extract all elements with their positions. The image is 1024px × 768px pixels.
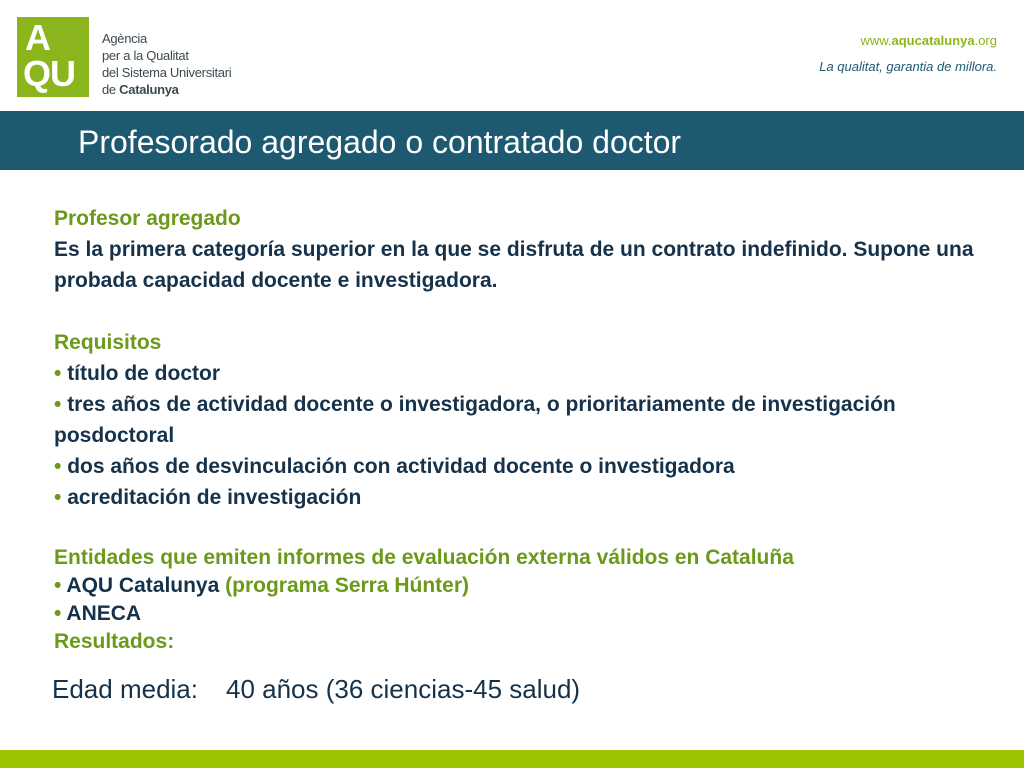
requirement-text: dos años de desvinculación con actividad docente o investigadora [67, 455, 735, 478]
organization-name [102, 30, 231, 98]
requirements-heading: Requisitos [54, 331, 162, 354]
requirement-item [54, 389, 994, 451]
bullet: • [54, 393, 68, 416]
requirement-text: acreditación de investigación [67, 486, 362, 509]
site-url-prefix: www. [860, 33, 892, 48]
logo-letter-a: A [25, 17, 51, 58]
requirement-text: tres años de actividad docente o investigadora, o prioritariamente de investigación posdoctoral [54, 393, 896, 447]
entity-name: AQU Catalunya [66, 574, 220, 597]
slide-content [54, 203, 994, 656]
site-url-domain: aqucatalunya [891, 33, 975, 48]
entity-item [54, 572, 994, 600]
entity-item [54, 600, 994, 628]
website-link[interactable] [860, 33, 997, 48]
bullet: • [54, 362, 68, 385]
org-name-line-4-bold: Catalunya [119, 82, 179, 97]
bullet: • [54, 574, 67, 597]
org-name-line-3: del Sistema Universitari [102, 65, 232, 80]
site-url-suffix: .org [974, 33, 997, 48]
requirement-item [54, 451, 994, 482]
entity-program: (programa Serra Húnter) [219, 574, 470, 597]
org-name-line-1: Agència [102, 31, 147, 46]
spacer [54, 296, 994, 327]
average-age-label: Edad media: [52, 674, 198, 704]
bullet: • [54, 486, 68, 509]
spacer [54, 513, 994, 544]
requirement-item [54, 358, 994, 389]
logo-letters-qu: QU [23, 53, 75, 94]
requirement-item [54, 482, 994, 513]
average-age-value: 40 años (36 ciencias-45 salud) [225, 674, 581, 704]
org-name-line-4-prefix: de [102, 82, 120, 97]
bottom-bar [0, 750, 1024, 768]
entities-heading: Entidades que emiten informes de evaluación externa válidos en Cataluña [54, 546, 794, 569]
section-heading-profesor-agregado: Profesor agregado [54, 207, 241, 230]
section-description: Es la primera categoría superior en la que se disfruta de un contrato indefinido. Supone una probada capacidad docente e investigadora. [54, 238, 974, 292]
slide-title: Profesorado agregado o contratado doctor [78, 124, 682, 160]
entity-name: ANECA [66, 602, 142, 625]
motto: La qualitat, garantia de millora. [819, 59, 997, 74]
bullet: • [54, 455, 68, 478]
requirement-text: título de doctor [67, 362, 221, 385]
bullet: • [54, 602, 67, 625]
org-name-line-4 [102, 81, 231, 98]
results-heading: Resultados: [54, 630, 175, 653]
aqu-logo [17, 17, 89, 97]
org-name-line-2: per a la Qualitat [102, 48, 189, 63]
average-age [52, 672, 580, 706]
